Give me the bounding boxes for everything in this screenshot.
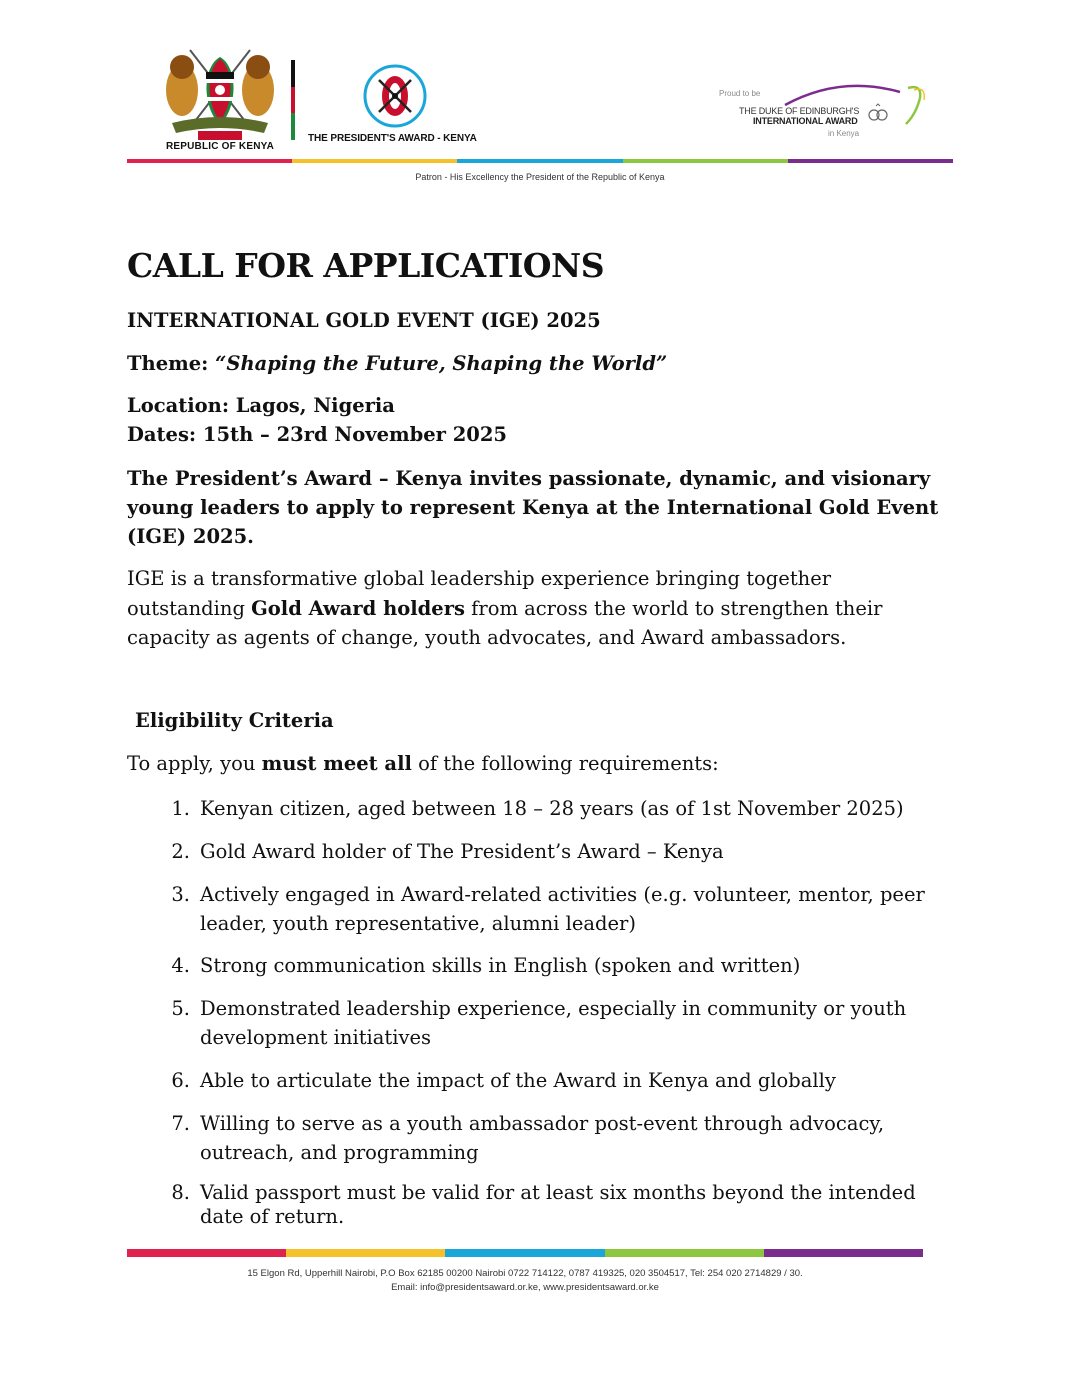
criteria-item	[150, 1066, 950, 1095]
description-paragraph	[127, 564, 947, 653]
criteria-text: Gold Award holder of The President’s Award – Kenya	[200, 840, 724, 863]
bar-segment-yellow	[292, 159, 457, 163]
doe-proud-text: Proud to be	[719, 89, 761, 98]
apply-bold: must meet all	[261, 752, 412, 775]
presidents-award-logo	[363, 64, 427, 128]
apply-part2: of the following requirements:	[411, 752, 719, 775]
bar-segment-purple	[788, 159, 953, 163]
criteria-item	[150, 880, 950, 938]
intro-paragraph: The President’s Award – Kenya invites passionate, dynamic, and visionary young leaders to apply to represent Kenya at the International Gold Event (IGE) 2025.	[127, 467, 939, 548]
patron-line: Patron - His Excellency the President of the Republic of Kenya	[415, 172, 665, 182]
desc-part1: IGE is a transformative global leadership experience bringing together outstanding	[127, 567, 832, 620]
criteria-text: Demonstrated leadership experience, especially in community or youth development initiatives	[200, 997, 907, 1049]
theme-line	[127, 352, 667, 375]
criteria-item	[150, 951, 950, 980]
bar-segment-red	[127, 159, 292, 163]
criteria-number: 8.	[171, 1181, 190, 1204]
doe-in-kenya: in Kenya	[828, 129, 860, 138]
flag-stripe	[291, 60, 295, 140]
bar-segment-green	[623, 159, 788, 163]
bar-segment-purple	[764, 1249, 923, 1257]
bar-segment-red	[127, 1249, 286, 1257]
theme-value: “Shaping the Future, Shaping the World”	[215, 352, 668, 375]
doe-knot-icon	[866, 103, 890, 125]
footer-color-bar	[127, 1249, 923, 1257]
footer-address: 15 Elgon Rd, Upperhill Nairobi, P.O Box 62185 00200 Nairobi 0722 714122, 0787 419325, 020 3504517, Tel: 254 020 2714829 / 30.	[247, 1268, 803, 1279]
criteria-text: Kenyan citizen, aged between 18 – 28 years (as of 1st November 2025)	[200, 797, 904, 820]
criteria-item	[150, 1181, 950, 1229]
criteria-item	[150, 994, 950, 1052]
criteria-item	[150, 794, 950, 823]
criteria-number: 6.	[171, 1069, 190, 1092]
criteria-text: Able to articulate the impact of the Award in Kenya and globally	[200, 1069, 836, 1092]
criteria-item	[150, 1109, 950, 1167]
eligibility-heading: Eligibility Criteria	[135, 709, 334, 732]
criteria-number: 1.	[171, 797, 190, 820]
location-line: Location: Lagos, Nigeria	[127, 394, 395, 417]
bar-segment-green	[605, 1249, 764, 1257]
criteria-text: Strong communication skills in English (spoken and written)	[200, 954, 801, 977]
dates-line: Dates: 15th – 23rd November 2025	[127, 423, 507, 446]
desc-part2: from across the world to strengthen their capacity as agents of change, youth advocates, and Award ambassadors.	[127, 596, 883, 649]
criteria-text: Willing to serve as a youth ambassador post-event through advocacy, outreach, and programming	[200, 1112, 885, 1164]
doe-name-line2: INTERNATIONAL AWARD	[753, 116, 858, 126]
footer-email: Email: info@presidentsaward.or.ke, www.presidentsaward.or.ke	[391, 1282, 659, 1293]
criteria-text: Actively engaged in Award-related activities (e.g. volunteer, mentor, peer leader, youth representative, alumni leader)	[200, 883, 925, 935]
page-title: CALL FOR APPLICATIONS	[127, 246, 605, 285]
apply-part1: To apply, you	[127, 752, 262, 775]
event-name: INTERNATIONAL GOLD EVENT (IGE) 2025	[127, 309, 601, 332]
kenya-coat-of-arms-logo	[160, 45, 280, 145]
criteria-number: 7.	[171, 1112, 190, 1135]
doe-name-line1: THE DUKE OF EDINBURGH'S	[739, 106, 860, 116]
apply-line	[127, 752, 719, 775]
criteria-number: 2.	[171, 840, 190, 863]
criteria-number: 5.	[171, 997, 190, 1020]
header-color-bar	[127, 159, 953, 163]
bar-segment-blue	[457, 159, 622, 163]
criteria-text: Valid passport must be valid for at least six months beyond the intended date of return.	[200, 1181, 916, 1228]
kenya-label: REPUBLIC OF KENYA	[165, 141, 275, 152]
theme-label: Theme:	[127, 352, 209, 375]
criteria-number: 3.	[171, 883, 190, 906]
desc-bold: Gold Award holders	[251, 596, 465, 620]
presidents-award-label: THE PRESIDENT'S AWARD - KENYA	[308, 133, 477, 144]
criteria-item	[150, 837, 950, 866]
bar-segment-yellow	[286, 1249, 445, 1257]
bar-segment-blue	[445, 1249, 604, 1257]
criteria-number: 4.	[171, 954, 190, 977]
